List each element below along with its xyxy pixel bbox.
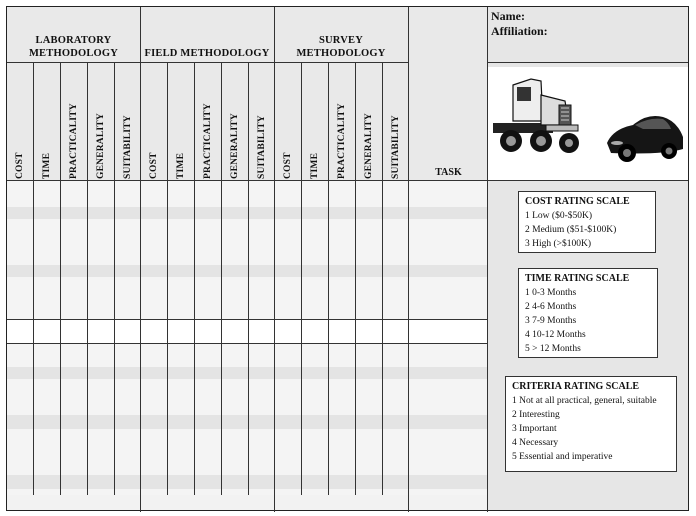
grid-line bbox=[328, 62, 329, 495]
grid-line bbox=[408, 7, 409, 512]
cost-rating-scale-title: COST RATING SCALE bbox=[525, 196, 630, 207]
group-title-survey bbox=[274, 9, 408, 63]
group-title-line: FIELD METHODOLOGY bbox=[144, 48, 270, 59]
grid-line bbox=[114, 62, 115, 495]
criteria-rating-item: 3 Important bbox=[512, 424, 557, 434]
divider bbox=[488, 180, 688, 181]
column-header-generality: GENERALITY bbox=[230, 113, 240, 179]
cost-rating-item: 2 Medium ($51-$100K) bbox=[525, 225, 617, 235]
grid-line bbox=[7, 180, 488, 181]
time-rating-item: 1 0-3 Months bbox=[525, 288, 577, 298]
grid-line bbox=[60, 62, 61, 495]
divider bbox=[488, 62, 688, 63]
grid-line bbox=[301, 62, 302, 495]
grid-line bbox=[7, 343, 488, 344]
task-column-header: TASK bbox=[435, 167, 462, 178]
grid-line bbox=[274, 7, 275, 512]
cost-rating-item: 1 Low ($0-$50K) bbox=[525, 211, 593, 221]
grid-line bbox=[382, 62, 383, 495]
rating-form-sheet bbox=[6, 6, 689, 511]
grid-line bbox=[194, 62, 195, 495]
grid-line bbox=[221, 62, 222, 495]
grid-line bbox=[87, 62, 88, 495]
semi-truck-icon bbox=[491, 75, 581, 163]
criteria-rating-item: 5 Essential and imperative bbox=[512, 452, 613, 462]
grid-line bbox=[167, 62, 168, 495]
group-title-line: LABORATORY bbox=[35, 35, 112, 46]
time-rating-item: 3 7-9 Months bbox=[525, 316, 577, 326]
time-rating-scale-box bbox=[518, 268, 658, 358]
column-header-suitability: SUITABILITY bbox=[257, 115, 267, 179]
criteria-rating-item: 1 Not at all practical, general, suitable bbox=[512, 396, 657, 406]
column-header-cost: COST bbox=[15, 152, 25, 179]
time-rating-item: 2 4-6 Months bbox=[525, 302, 577, 312]
column-header-time: TIME bbox=[42, 152, 52, 179]
time-rating-scale-title: TIME RATING SCALE bbox=[525, 273, 630, 284]
column-header-cost: COST bbox=[283, 152, 293, 179]
cost-rating-scale-box bbox=[518, 191, 656, 253]
grid-line bbox=[33, 62, 34, 495]
column-header-generality: GENERALITY bbox=[96, 113, 106, 179]
grid-line bbox=[140, 7, 141, 512]
group-title-field bbox=[140, 9, 274, 63]
criteria-rating-item: 2 Interesting bbox=[512, 410, 560, 420]
column-header-time: TIME bbox=[176, 152, 186, 179]
affiliation-label: Affiliation: bbox=[491, 24, 548, 38]
column-header-time: TIME bbox=[310, 152, 320, 179]
group-title-line: SURVEY METHODOLOGY bbox=[296, 35, 386, 59]
column-header-suitability: SUITABILITY bbox=[123, 115, 133, 179]
column-header-practicality: PRACTICALITY bbox=[337, 103, 347, 179]
criteria-rating-scale-box bbox=[505, 376, 677, 472]
grid-line bbox=[7, 62, 408, 63]
group-title-line: METHODOLOGY bbox=[28, 48, 119, 59]
column-header-suitability: SUITABILITY bbox=[391, 115, 401, 179]
time-rating-item: 5 > 12 Months bbox=[525, 344, 581, 354]
column-header-generality: GENERALITY bbox=[364, 113, 374, 179]
grid-line bbox=[355, 62, 356, 495]
sports-car-icon bbox=[603, 107, 687, 169]
time-rating-item: 4 10-12 Months bbox=[525, 330, 586, 340]
criteria-rating-scale-title: CRITERIA RATING SCALE bbox=[512, 381, 640, 392]
grid-line bbox=[248, 62, 249, 495]
grid-line bbox=[7, 319, 488, 320]
criteria-rating-item: 4 Necessary bbox=[512, 438, 559, 448]
column-header-practicality: PRACTICALITY bbox=[203, 103, 213, 179]
column-header-cost: COST bbox=[149, 152, 159, 179]
cost-rating-item: 3 High (>$100K) bbox=[525, 239, 592, 249]
group-title-laboratory bbox=[7, 9, 140, 63]
name-label: Name: bbox=[491, 9, 525, 23]
column-header-practicality: PRACTICALITY bbox=[69, 103, 79, 179]
